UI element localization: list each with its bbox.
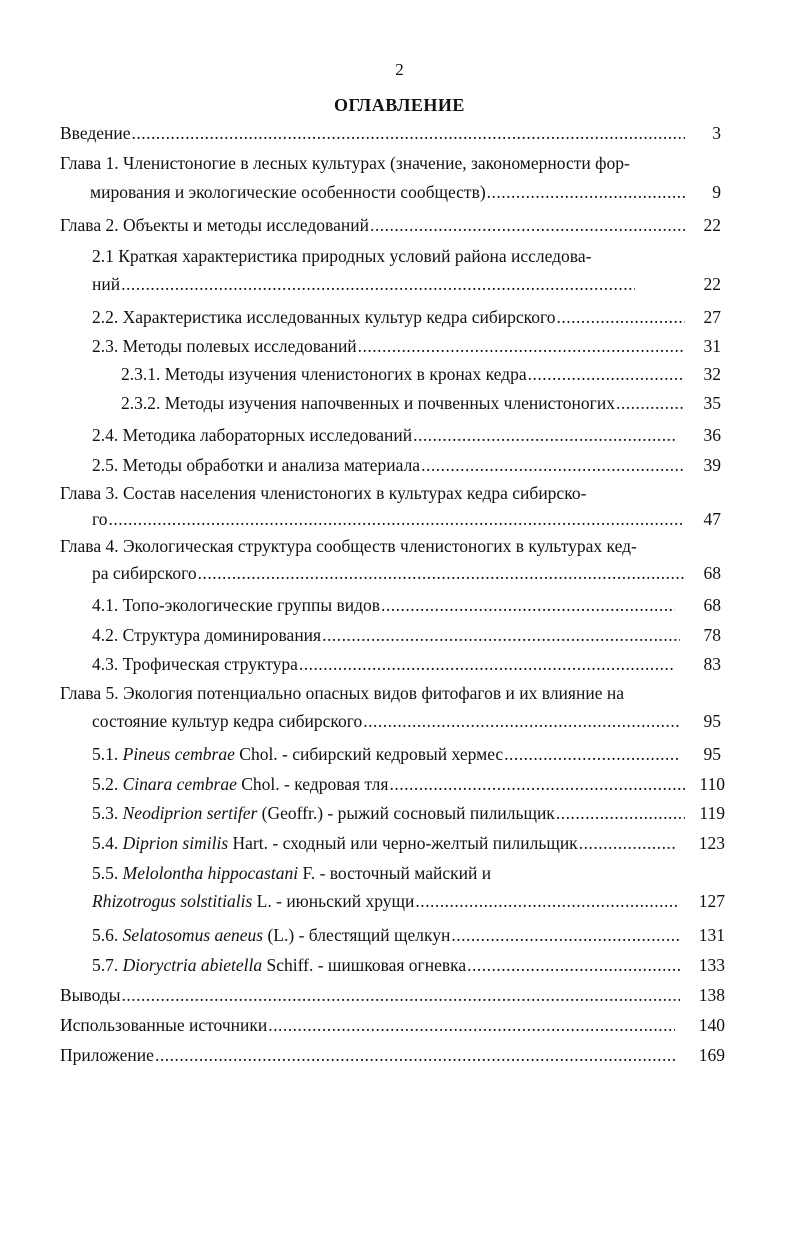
toc-entry-species: Pineus cembrae <box>122 744 235 764</box>
toc-entry-species: Rhizotrogus solstitialis <box>92 891 253 911</box>
toc-entry-page: 95 <box>703 744 721 764</box>
toc-entry-page: 32 <box>703 364 721 384</box>
toc-entry-species: Selatosomus aeneus <box>122 925 264 945</box>
toc-entry-species: Neodiprion sertifer <box>122 803 258 823</box>
toc-entry-page: 123 <box>698 833 725 853</box>
toc-entry-title: 2.2. Характеристика исследованных культур кедра сибирского <box>92 307 556 327</box>
toc-entry-page: 133 <box>698 955 725 975</box>
toc-entry-title: 2.3.2. Методы изучения напочвенных и почвенных членистоногих <box>121 393 615 413</box>
toc-entry-page: 140 <box>698 1015 725 1035</box>
toc-entry-title: Выводы <box>60 985 121 1005</box>
toc-entry-page: 22 <box>703 215 721 235</box>
toc-entry-page: 95 <box>703 711 721 731</box>
toc-entry-title: 2.3.1. Методы изучения членистоногих в кронах кедра <box>121 364 527 384</box>
toc-entry-title: Глава 2. Объекты и методы исследований <box>60 215 369 235</box>
toc-entry-title: 4.2. Структура доминирования <box>92 625 322 645</box>
toc-entry-page: 78 <box>703 625 721 645</box>
page-number: 2 <box>395 60 404 79</box>
toc-entry-species: Cinara cembrae <box>122 774 237 794</box>
toc-entry-title: Введение <box>60 123 131 143</box>
toc-entry-title: (L.) - блестящий щелкун <box>267 925 451 945</box>
toc-entry-title: Schiff. - шишковая огневка <box>266 955 467 975</box>
toc-entry-page: 110 <box>699 774 725 794</box>
toc-entry-title: 2.5. Методы обработки и анализа материала <box>92 455 421 475</box>
toc-entry-title: Chol. - сибирский кедровый хермес <box>239 744 504 764</box>
toc-entry-title: 2.3. Методы полевых исследований <box>92 336 357 356</box>
toc-entry-title-line1: Глава 5. Экология потенциально опасных видов фитофагов и их влияние на <box>60 683 624 703</box>
page-title: ОГЛАВЛЕНИЕ <box>334 95 465 115</box>
toc-entry-page: 68 <box>703 563 721 583</box>
toc-entry-title-line1: Глава 4. Экологическая структура сообществ членистоногих в культурах кед- <box>60 536 637 556</box>
toc-entry-title: Использованные источники <box>60 1015 268 1035</box>
toc-entry-title: Chol. - кедровая тля <box>241 774 389 794</box>
toc-entry-num: 5.7. <box>92 955 119 975</box>
toc-entry-num: 5.3. <box>92 803 119 823</box>
toc-entry-title: Hart. - сходный или черно-желтый пилильщик <box>232 833 578 853</box>
toc-entry-page: 35 <box>703 393 721 413</box>
toc-entry-page: 131 <box>698 925 725 945</box>
toc-entry-species: Dioryctria abietella <box>122 955 263 975</box>
toc-entry-page: 3 <box>712 123 721 143</box>
toc-entry-title: (Geoffr.) - рыжий сосновый пилильщик <box>261 803 555 823</box>
toc-entry-title: 2.4. Методика лабораторных исследований <box>92 425 413 445</box>
toc-entry-species: Melolontha hippocastani <box>122 863 299 883</box>
toc-entry-title-line1: Глава 1. Членистоногие в лесных культурах (значение, закономерности фор- <box>60 153 630 173</box>
toc-entry-title-line1: Глава 3. Состав населения членистоногих в культурах кедра сибирско- <box>60 483 587 503</box>
toc-entry-page: 127 <box>698 891 725 911</box>
toc-entry-title-line2: ний <box>92 274 121 294</box>
toc-entry-title: 4.3. Трофическая структура <box>92 654 298 674</box>
toc-entry-page: 36 <box>703 425 721 445</box>
toc-entry-title-line2: мирования и экологические особенности сообществ) <box>90 182 486 202</box>
toc-entry-page: 22 <box>703 274 721 294</box>
toc-entry-title-line2: L. - июньский хрущи <box>256 891 415 911</box>
toc-entry-page: 39 <box>703 455 721 475</box>
toc-entry-page: 169 <box>698 1045 725 1065</box>
toc-entry-title-line2: состояние культур кедра сибирского <box>92 711 363 731</box>
toc-entry-num: 5.2. <box>92 774 119 794</box>
toc-entry-species: Diprion similis <box>122 833 229 853</box>
toc-entry-num: 5.1. <box>92 744 119 764</box>
toc-entry-num: 5.6. <box>92 925 119 945</box>
toc-entry-num: 5.4. <box>92 833 119 853</box>
toc-entry-title-line1: F. - восточный майский и <box>302 863 492 883</box>
toc-entry-page: 68 <box>703 595 721 615</box>
toc-entry-page: 27 <box>703 307 721 327</box>
toc-entry-title: Приложение <box>60 1045 154 1065</box>
toc-entry-title-line2: го <box>92 509 108 529</box>
toc-entry-page: 31 <box>703 336 721 356</box>
toc-entry-page: 138 <box>698 985 725 1005</box>
toc-entry-page: 83 <box>703 654 721 674</box>
toc-entry-title-line1: 2.1 Краткая характеристика природных условий района исследова- <box>92 246 592 266</box>
toc-entry-title-line2: ра сибирского <box>92 563 197 583</box>
toc-entry-title: 4.1. Топо-экологические группы видов <box>92 595 380 615</box>
toc-entry-page: 119 <box>699 803 725 823</box>
toc-entry-page: 9 <box>712 182 721 202</box>
toc-entry-page: 47 <box>703 509 721 529</box>
toc-entry-num: 5.5. <box>92 863 119 883</box>
